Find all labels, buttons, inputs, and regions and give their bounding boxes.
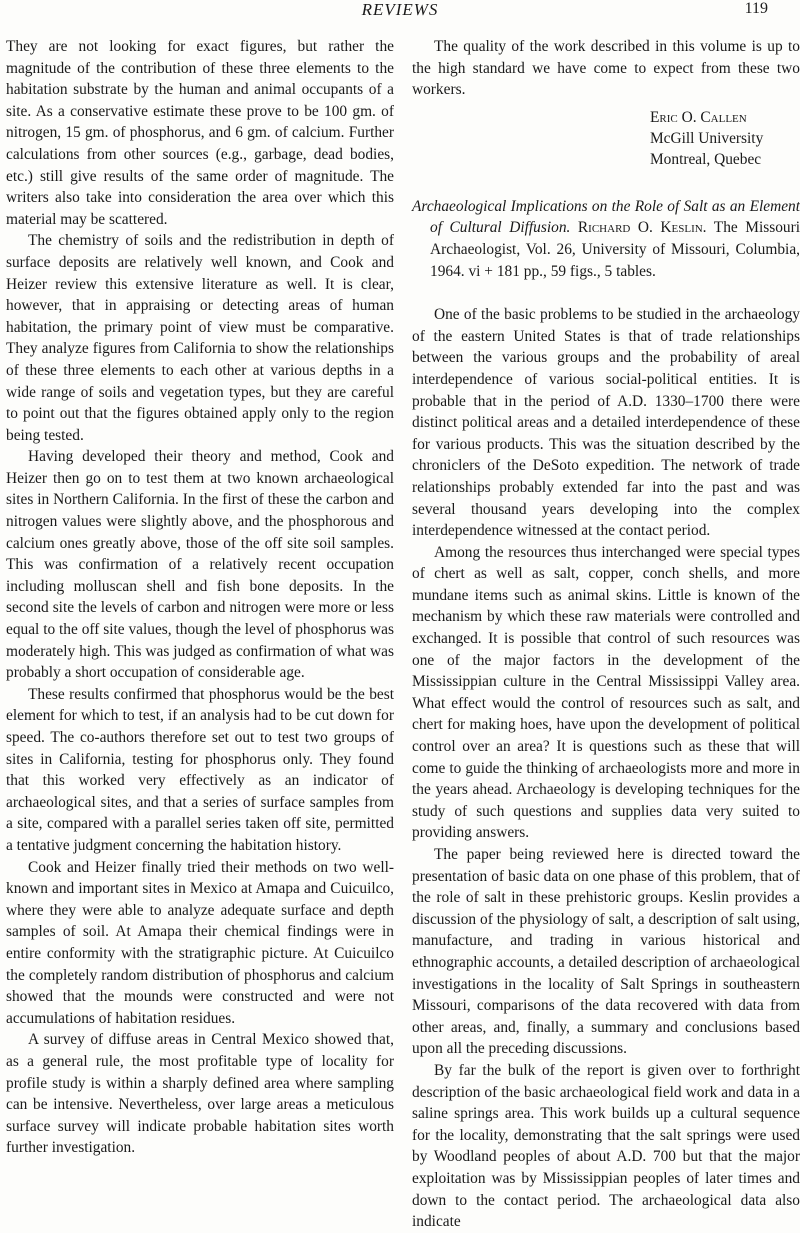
reference-title: Archaeological Implications on the Role of Salt as an Element of Cultural Diffusion. — [412, 197, 800, 237]
reviewer-location: Montreal, Quebec — [650, 150, 762, 168]
paragraph: Cook and Heizer finally tried their methods on two well-known and important sites in Mexico at Amapa and Cuicuilco, where they were able to analyze adequate surface and depth samples of soil. At Amapa their chemical findings were in entire conformity with the stratigraphic picture. At Cuicuilco the completely random distribution of phosphorus and calcium showed that the mounds were constructed and were not accumulations of habitation residues. — [6, 858, 394, 1027]
page-number: 119 — [744, 0, 768, 17]
left-column — [6, 36, 394, 1159]
paragraph: A survey of diffuse areas in Central Mexico showed that, as a general rule, the most profitable type of locality for profile study is within a sharply defined area where sampling can be intensive. Nevertheless, over large areas a meticulous surface survey will indicate probable habitation sites worth further investigation. — [6, 1031, 394, 1157]
closing-paragraph: The quality of the work described in this volume is up to the high standard we have come to expect from these two workers. — [412, 38, 800, 99]
reference-author: Richard O. Keslin. — [577, 219, 707, 237]
paragraph: By far the bulk of the report is given over to forthright description of the basic archaeological field work and data in a saline springs area. This work builds up a cultural sequence for the locality, demonstrating that the salt springs were used by Woodland peoples of about A.D. 700 but that the major exploitation was by Mississippian peoples of later times and down to the contact period. The archaeological data also indicate — [412, 1061, 800, 1231]
paragraph: The chemistry of soils and the redistribution in depth of surface deposits are relatively well known, and Cook and Heizer review this extensive literature as well. It is clear, however, that in appraising or detecting areas of human habitation, the primary point of view must be comparative. They analyze figures from California to show the relationships of these three elements to each other at various depths in a wide range of soils and vegetation types, but they are careful to point out that the figures obtained apply only to the region being tested. — [6, 232, 394, 444]
page-header — [0, 0, 800, 24]
paragraph: Having developed their theory and method, Cook and Heizer then go on to test them at two known archaeological sites in Northern California. In the first of these the carbon and nitrogen values were slightly above, and the phosphorous and calcium ones greatly above, those of the off site soil samples. This was confirmation of a relatively recent occupation including molluscan shell and fish bone deposits. In the second site the levels of carbon and nitrogen were more or less equal to the off site values, though the level of phosphorus was moderately high. This was judged as confirmation of what was probably a short occupation of considerable age. — [6, 448, 394, 682]
running-head: REVIEWS — [361, 0, 439, 19]
review-reference — [412, 196, 800, 282]
reviewer-affiliation: McGill University — [650, 129, 764, 147]
reviewer-signature — [650, 107, 800, 170]
paragraph: They are not looking for exact figures, but rather the magnitude of the contribution of these three elements to the habitation substrate by the human and animal occupants of a site. As a conservative estimate these prove to be 100 gm. of nitrogen, 15 gm. of phosphorus, and 6 gm. of calcium. Further calculations from other sources (e.g., garbage, dead bodies, etc.) still give results of the same order of magnitude. The writers also take into consideration the area over which this material may be scattered. — [6, 38, 394, 228]
reference-details: The Missouri Archaeologist, Vol. 26, University of Missouri, Columbia, 1964. vi + 181 pp., 59 figs., 5 tables. — [430, 219, 800, 280]
paragraph: One of the basic problems to be studied in the archaeology of the eastern United States is that of trade relationships between the various groups and the probability of areal interdependence of various social-political entities. It is probable that in the period of A.D. 1330–1700 there were distinct political areas and a detailed interdependence of these for various products. This was the situation described by the chroniclers of the DeSoto expedition. The network of trade relationships probably extended far into the past and was several thousand years developing into the complex interdependence witnessed at the contact period. — [412, 306, 800, 540]
reviewer-name: Eric O. Callen — [650, 108, 747, 126]
paragraph: The paper being reviewed here is directed toward the presentation of basic data on one phase of this problem, that of the role of salt in these prehistoric groups. Keslin provides a discussion of the physiology of salt, a description of salt using, manufacture, and trading in various historical and ethnographic accounts, a detailed description of archaeological investigations in the locality of Salt Springs in southeastern Missouri, comparisons of the data recovered with data from other areas, and, finally, a summary and conclusions based upon all the preceding discussions. — [412, 846, 800, 1058]
paragraph: These results confirmed that phosphorus would be the best element for which to test, if an analysis had to be cut down for speed. The co-authors therefore set out to test two groups of sites in California, testing for phosphorus only. They found that this worked very effectively as an indicator of archaeological sites, and that a series of surface samples from a site, compared with a parallel series taken off site, permitted a tentative judgment concerning the habitation history. — [6, 685, 394, 854]
paragraph: Among the resources thus interchanged were special types of chert as well as salt, copper, conch shells, and more mundane items such as animal skins. Little is known of the mechanism by which these raw materials were controlled and exchanged. It is possible that control of such resources was one of the major factors in the development of the Mississippian culture in the Central Mississippi Valley area. What effect would the control of resources such as salt, and chert for making hoes, have upon the development of political control over an area? It is questions such as these that will come to guide the thinking of archaeologists more and more in the years ahead. Archaeology is developing techniques for the study of such questions and supplies data very suited to providing answers. — [412, 543, 800, 842]
right-column — [412, 36, 800, 1233]
